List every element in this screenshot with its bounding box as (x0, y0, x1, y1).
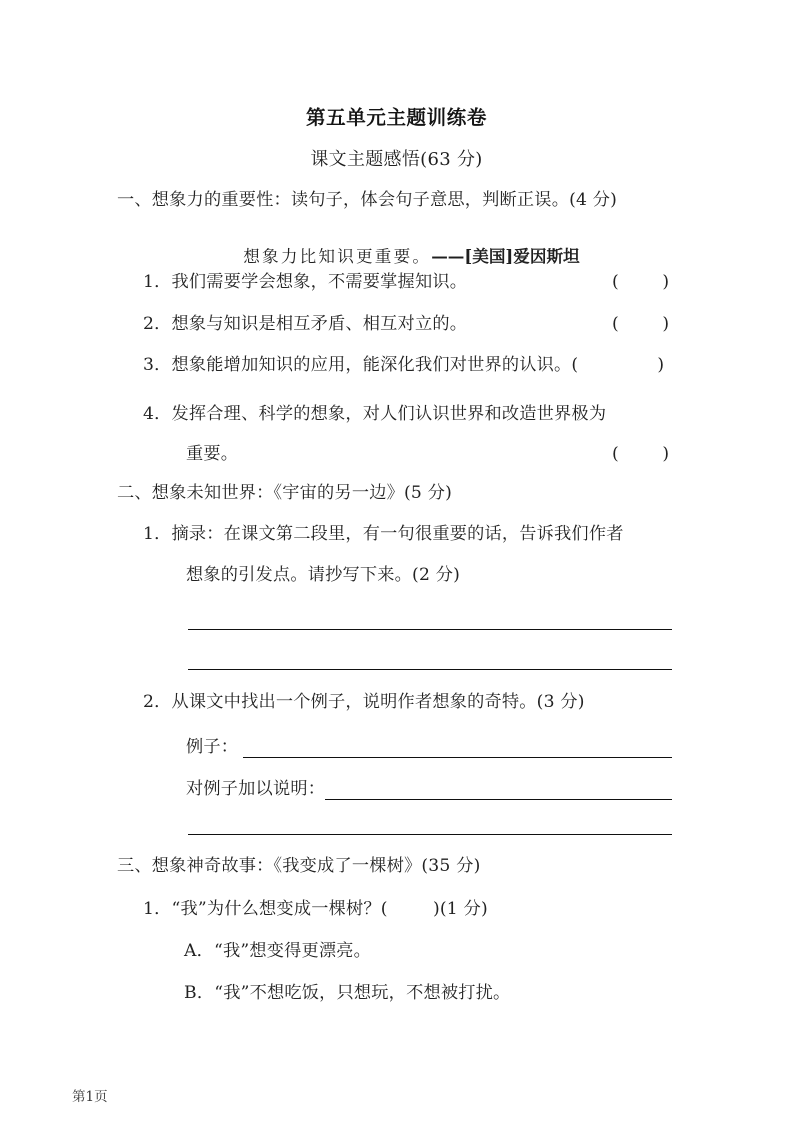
epigraph-attribution: ——[美国]爱因斯坦 (431, 246, 580, 266)
section-heading-3: 三、想象神奇故事：《我变成了一棵树》(35 分) (117, 856, 481, 876)
question-3-1-option-a[interactable]: A．“我”想变得更漂亮。 (184, 941, 372, 961)
page-subtitle: 课文主题感悟(63 分) (310, 149, 483, 170)
answer-rule-explanation-a[interactable] (325, 799, 672, 800)
page-title: 第五单元主题训练卷 (306, 106, 487, 129)
answer-rule-example[interactable] (243, 757, 672, 758)
prompt-example-label: 例子： (186, 737, 239, 757)
prompt-explanation-label: 对例子加以说明： (186, 779, 326, 799)
answer-rule-explanation-b[interactable] (188, 834, 672, 835)
answer-bracket-1-2[interactable]: ( ) (612, 314, 670, 334)
page-number-footer: 第1页 (72, 1089, 108, 1105)
epigraph-text: 想象力比知识更重要。 (243, 247, 432, 266)
question-2-1-continuation: 想象的引发点。请抄写下来。(2 分) (186, 565, 461, 585)
question-1-4: 4．发挥合理、科学的想象，对人们认识世界和改造世界极为 (143, 404, 607, 424)
answer-bracket-1-3[interactable]: ) (641, 355, 665, 375)
question-1-1: 1．我们需要学会想象，不需要掌握知识。 (143, 272, 468, 292)
answer-rule-2-1-a[interactable] (188, 629, 672, 630)
question-3-1: 1．“我”为什么想变成一棵树？( )(1 分) (143, 899, 488, 919)
question-3-1-option-b[interactable]: B．“我”不想吃饭，只想玩，不想被打扰。 (184, 983, 511, 1003)
section-heading-2: 二、想象未知世界：《宇宙的另一边》(5 分) (117, 483, 452, 503)
answer-rule-2-1-b[interactable] (188, 669, 672, 670)
question-1-4-continuation: 重要。 (186, 444, 239, 464)
answer-bracket-1-1[interactable]: ( ) (612, 272, 670, 292)
section-heading-1: 一、想象力的重要性：读句子，体会句子意思，判断正误。(4 分) (117, 190, 618, 210)
answer-bracket-1-4[interactable]: ( ) (612, 444, 670, 464)
question-2-1: 1．摘录：在课文第二段里，有一句很重要的话，告诉我们作者 (143, 524, 624, 544)
question-2-2: 2．从课文中找出一个例子，说明作者想象的奇特。(3 分) (143, 692, 585, 712)
question-1-2: 2．想象与知识是相互矛盾、相互对立的。 (143, 314, 468, 334)
question-1-3: 3．想象能增加知识的应用，能深化我们对世界的认识。( (143, 355, 579, 375)
